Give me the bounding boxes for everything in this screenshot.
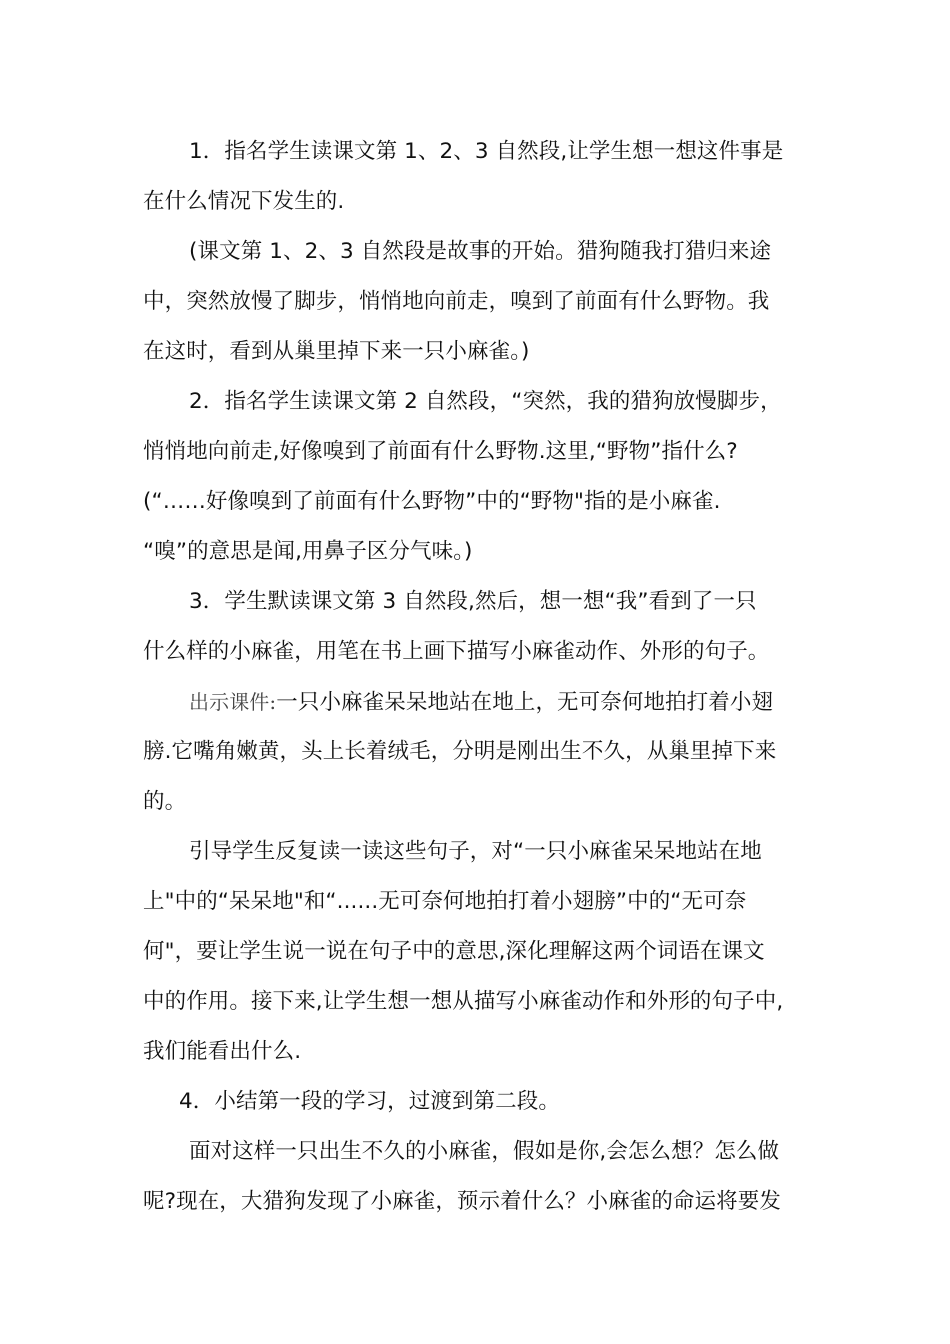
text-line: 中的作用。接下来,让学生想一想从描写小麻雀动作和外形的句子中, [143,989,784,1014]
text-line: 上"中的“呆呆地"和“......无可奈何地拍打着小翅膀”中的“无可奈 [143,889,747,914]
text-line: 悄悄地向前走,好像嗅到了前面有什么野物.这里,“野物”指什么? [143,439,738,464]
text-line: 在这时，看到从巢里掉下来一只小麻雀。) [143,339,530,364]
text-line: (课文第 1、2、3 自然段是故事的开始。猎狗随我打猎归来途 [189,239,772,264]
text-line: 什么样的小麻雀，用笔在书上画下描写小麻雀动作、外形的句子。 [143,639,770,664]
text-line: 3．学生默读课文第 3 自然段,然后，想一想“我”看到了一只 [189,589,757,614]
text-line: 膀.它嘴角嫩黄，头上长着绒毛，分明是刚出生不久，从巢里掉下来 [143,739,777,764]
text-line: 我们能看出什么. [143,1039,302,1064]
text-line: 在什么情况下发生的. [143,189,345,214]
document-body [143,127,813,1227]
text-line: (“……好像嗅到了前面有什么野物”中的“野物"指的是小麻雀. [143,489,721,514]
text-line: 2．指名学生读课文第 2 自然段，“突然，我的猎狗放慢脚步， [189,389,782,414]
text-line-with-prefix [143,677,813,727]
text-line: 引导学生反复读一读这些句子，对“一只小麻雀呆呆地站在地 [189,839,762,864]
text-line: 面对这样一只出生不久的小麻雀，假如是你,会怎么想？怎么做 [189,1139,780,1164]
courseware-prefix: 出示课件: [189,690,277,714]
text-line: 何"，要让学生说一说在句子中的意思,深化理解这两个词语在课文 [143,939,765,964]
text-line: 4．小结第一段的学习，过渡到第二段。 [179,1089,560,1114]
text-line: 的。 [143,789,187,814]
text-span: 一只小麻雀呆呆地站在地上，无可奈何地拍打着小翅 [276,690,774,715]
text-line: 呢?现在，大猎狗发现了小麻雀，预示着什么？小麻雀的命运将要发 [143,1189,781,1214]
text-line: “嗅”的意思是闻,用鼻子区分气味。) [143,539,473,564]
text-line: 1．指名学生读课文第 1、2、3 自然段,让学生想一想这件事是 [189,139,784,164]
text-line: 中，突然放慢了脚步，悄悄地向前走，嗅到了前面有什么野物。我 [143,289,770,314]
